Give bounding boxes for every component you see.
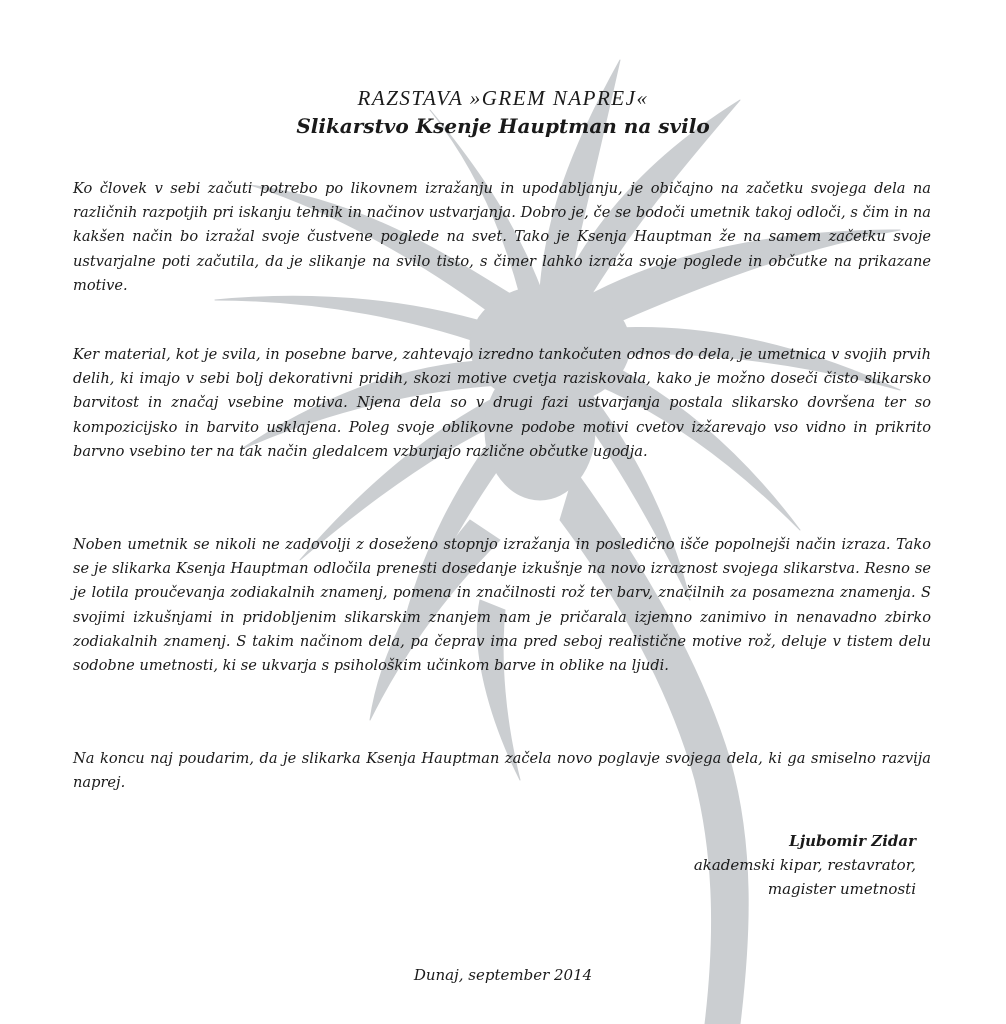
signature-name: Ljubomir Zidar <box>789 832 916 850</box>
signature-role-line-2: magister umetnosti <box>767 880 916 898</box>
document-title: RAZSTAVA »GREM NAPREJ« <box>357 86 649 110</box>
paragraph-1: Ko človek v sebi začuti potrebo po likovnem izražanju in upodabljanju, je običajno na začetku svojega dela na različnih razpotjih pri iskanju tehnik in načinov ustvarjanja. Dobro je, če se bodoči umetnik takoj odloči, s čim in na kakšen način bo izražal svoje čustvene poglede na svet. Tako je Ksenja Hauptman že na samem začetku svoje ustvarjalne poti začutila, da je slikanje na svilo tisto, s čimer lahko izraža svoje poglede in občutke na prikazane motive. <box>73 180 931 294</box>
place-date: Dunaj, september 2014 <box>413 966 593 984</box>
signature-block <box>694 829 916 901</box>
paragraph-2: Ker material, kot je svila, in posebne barve, zahtevajo izredno tankočuten odnos do dela, je umetnica v svojih prvih delih, ki imajo v sebi bolj dekorativni pridih, skozi motive cvetja raziskovala, kako je možno doseči čisto slikarsko barvitost in značaj vsebine motiva. Njena dela so v drugi fazi ustvarjanja postala slikarsko dovršena ter so kompozicijsko in barvito usklajena. Poleg svoje oblikovne podobe motivi cvetov izžarevajo vso vidno in prikrito barvno vsebino ter na tak način gledalcem vzburjajo različne občutke ugodja. <box>73 346 931 460</box>
signature-role-line-1: akademski kipar, restavrator, <box>693 856 916 874</box>
paragraph-3: Noben umetnik se nikoli ne zadovolji z doseženo stopnjo izražanja in posledično išče popolnejši način izraza. Tako se je slikarka Ksenja Hauptman odločila prenesti dosedanje izkušnje na novo izraznost svojega slikarstva. Resno se je lotila proučevanja zodiakalnih znamenj, pomena in značilnosti rož ter barv, značilnih za posamezna znamenja. S svojimi izkušnjami in pridobljenim slikarskim znanjem nam je pričarala izjemno zanimivo in nenavadno zbirko zodiakalnih znamenj. S takim načinom dela, pa čeprav ima pred seboj realistične motive rož, deluje v tistem delu sodobne umetnosti, ki se ukvarja s psihološkim učinkom barve in oblike na ljudi. <box>73 536 931 675</box>
document-subtitle: Slikarstvo Ksenje Hauptman na svilo <box>296 114 710 138</box>
paragraph-4: Na koncu naj poudarim, da je slikarka Ksenja Hauptman začela novo poglavje svojega dela, ki ga smiselno razvija naprej. <box>73 750 931 792</box>
